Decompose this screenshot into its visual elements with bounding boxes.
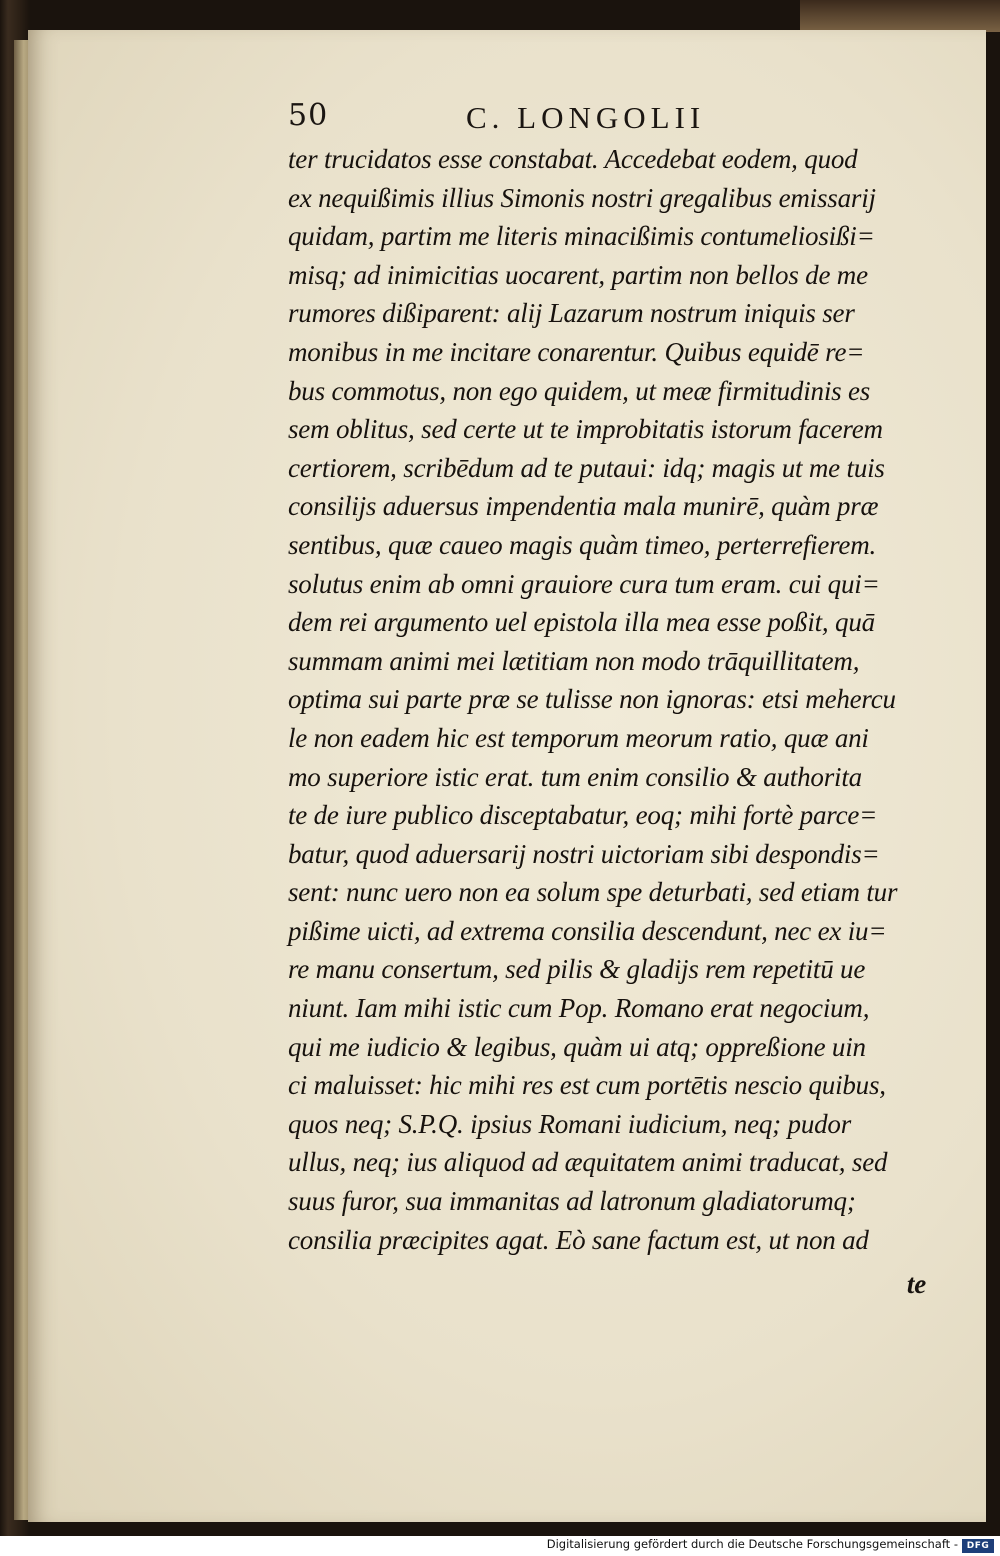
text-line: dem rei argumento uel epistola illa mea esse poßit, quā <box>288 607 875 638</box>
page-number: 50 <box>288 98 329 133</box>
text-line: solutus enim ab omni grauiore cura tum eram. cui qui= <box>288 568 880 599</box>
text-line: rumores dißiparent: alij Lazarum nostrum iniquis ser <box>288 298 855 329</box>
text-line: quidam, partim me literis minacißimis contumeliosißi= <box>288 221 875 252</box>
footer-bar <box>0 1536 1000 1556</box>
text-line: ullus, neq; ius aliquod ad æquitatem animi traducat, sed <box>288 1147 888 1178</box>
text-line: suus furor, sua immanitas ad latronum gladiatorumq; <box>288 1186 856 1217</box>
text-line: qui me iudicio & legibus, quàm ui atq; oppreßione uin <box>288 1031 866 1062</box>
text-line: misq; ad inimicitias uocarent, partim non bellos de me <box>288 259 868 290</box>
text-line: ter trucidatos esse constabat. Accedebat eodem, quod <box>288 144 858 174</box>
text-line: consilia præcipites agat. Eò sane factum est, ut non ad <box>288 1224 869 1255</box>
book-top-edge <box>800 0 1000 32</box>
text-line: re manu consertum, sed pilis & gladijs rem repetitū ue <box>288 954 866 985</box>
text-line: ex nequißimis illius Simonis nostri gregalibus emissarij <box>288 182 876 213</box>
text-line: bus commotus, non ego quidem, ut meæ firmitudinis es <box>288 375 871 406</box>
text-line: te de iure publico disceptabatur, eoq; mihi fortè parce= <box>288 800 878 831</box>
catchword: te <box>906 1269 926 1300</box>
body-text <box>288 140 938 1304</box>
running-head: C. LONGOLII <box>466 100 706 135</box>
text-line: sentibus, quæ caueo magis quàm timeo, perterrefierem. <box>288 529 877 560</box>
text-line: certiorem, scribēdum ad te putaui: idq; magis ut me tuis <box>288 452 885 483</box>
text-line: consilijs aduersus impendentia mala munirē, quàm præ <box>288 491 879 522</box>
funding-note: Digitalisierung gefördert durch die Deutsche Forschungsgemeinschaft - <box>546 1537 958 1551</box>
text-line: summam animi mei lætitiam non modo trāquillitatem, <box>288 645 860 676</box>
text-line: batur, quod aduersarij nostri uictoriam sibi despondis= <box>288 838 880 869</box>
text-line: quos neq; S.P.Q. ipsius Romani iudicium, neq; pudor <box>288 1108 852 1139</box>
text-line: pißime uicti, ad extrema consilia descendunt, nec ex iu= <box>288 915 887 946</box>
text-line: monibus in me incitare conarentur. Quibus equidē re= <box>288 336 865 367</box>
text-line: le non eadem hic est temporum meorum ratio, quæ ani <box>288 722 869 753</box>
text-line: ci maluisset: hic mihi res est cum portētis nescio quibus, <box>288 1070 886 1101</box>
text-line: optima sui parte præ se tulisse non ignoras: etsi mehercu <box>288 684 896 715</box>
text-line: niunt. Iam mihi istic cum Pop. Romano erat negocium, <box>288 993 870 1024</box>
page-header <box>0 98 1000 142</box>
dfg-logo: DFG <box>962 1539 994 1553</box>
text-line: sent: nunc uero non ea solum spe deturbati, sed etiam tur <box>288 877 898 908</box>
text-line: sem oblitus, sed certe ut te improbitatis istorum facerem <box>288 414 883 445</box>
text-line: mo superiore istic erat. tum enim consilio & authorita <box>288 761 862 792</box>
